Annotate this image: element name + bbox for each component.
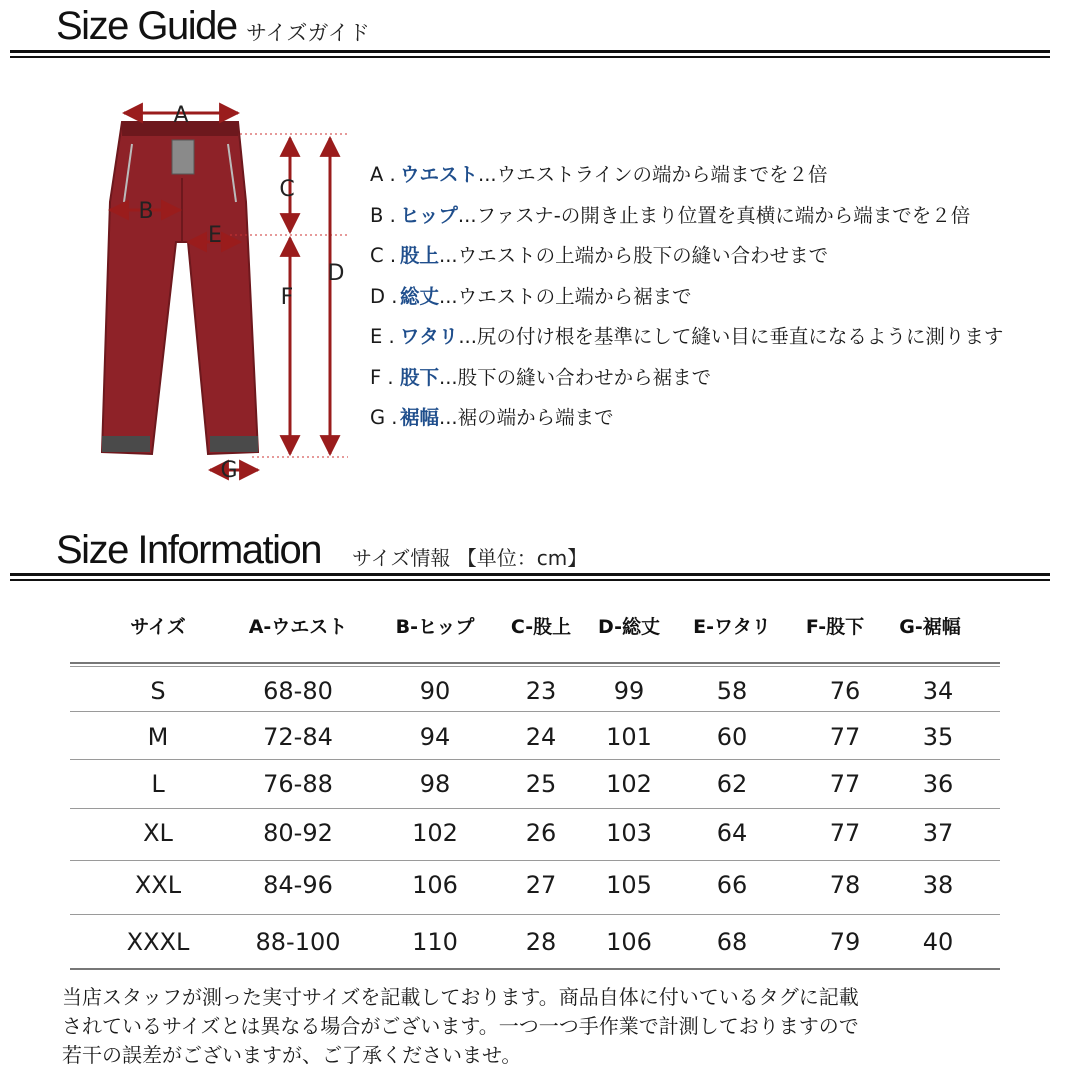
header-hip: B-ヒップ	[395, 616, 475, 638]
size-table: S 68-80 90 23 99 58 76 34 M 72-84 94 24 101 60 77 35 L 76-88 98 25 102 62 77 36 XL 80-92 102 26 103 64 77 37 XXL 84-96 106 27 105 66 78 38 XXXL 88-100 110 28 106 68 79 40	[0, 0, 1080, 1080]
size-information-title: Size Information	[56, 528, 322, 572]
header-length: D-総丈	[597, 616, 661, 638]
legend-item-e: E . ワタリ...尻の付け根を基準にして縫い目に垂直になるように測ります	[370, 325, 1004, 348]
legend-item-f: F . 股下...股下の縫い合わせから裾まで	[370, 365, 712, 389]
label-d: D	[327, 261, 345, 286]
table-header-divider	[70, 662, 1000, 664]
header-rise: C-股上	[510, 616, 572, 638]
table-header-divider-2	[70, 666, 1000, 667]
label-g: G	[220, 458, 238, 483]
legend-item-a: A . ウエスト...ウエストラインの端から端までを２倍	[370, 163, 828, 186]
header-hem: G-裾幅	[899, 616, 961, 638]
header-thigh: E-ワタリ	[693, 616, 771, 638]
legend-item-c: C . 股上...ウエストの上端から股下の縫い合わせまで	[370, 244, 829, 267]
table-bottom-rule	[70, 968, 1000, 970]
measurement-note: 当店スタッフが測った実寸サイズを記載しております。商品自体に付いているタグに記載 されているサイズとは異なる場合がございます。一つ一つ手作業で計測しておりますので 若干の誤差がございますが、ご了承くださいませ。	[62, 985, 859, 1067]
size-information-subtitle: サイズ情報 【単位：cm】	[352, 546, 588, 570]
header-inseam: F-股下	[805, 616, 865, 638]
label-a: A	[173, 103, 189, 128]
label-c: C	[279, 177, 295, 202]
header-waist: A-ウエスト	[248, 616, 348, 638]
label-b: B	[138, 199, 154, 224]
size-guide-title: Size Guide	[56, 4, 237, 48]
legend-item-d: D . 総丈...ウエストの上端から裾まで	[370, 284, 692, 308]
label-f: F	[280, 285, 294, 310]
header-size: サイズ	[130, 616, 186, 638]
legend-item-g: G . 裾幅...裾の端から端まで	[370, 406, 614, 429]
label-e: E	[208, 223, 222, 248]
legend-item-b: B . ヒップ...ファスナ-の開き止まり位置を真横に端から端までを２倍	[370, 203, 971, 227]
size-guide-subtitle: サイズガイド	[246, 21, 370, 45]
